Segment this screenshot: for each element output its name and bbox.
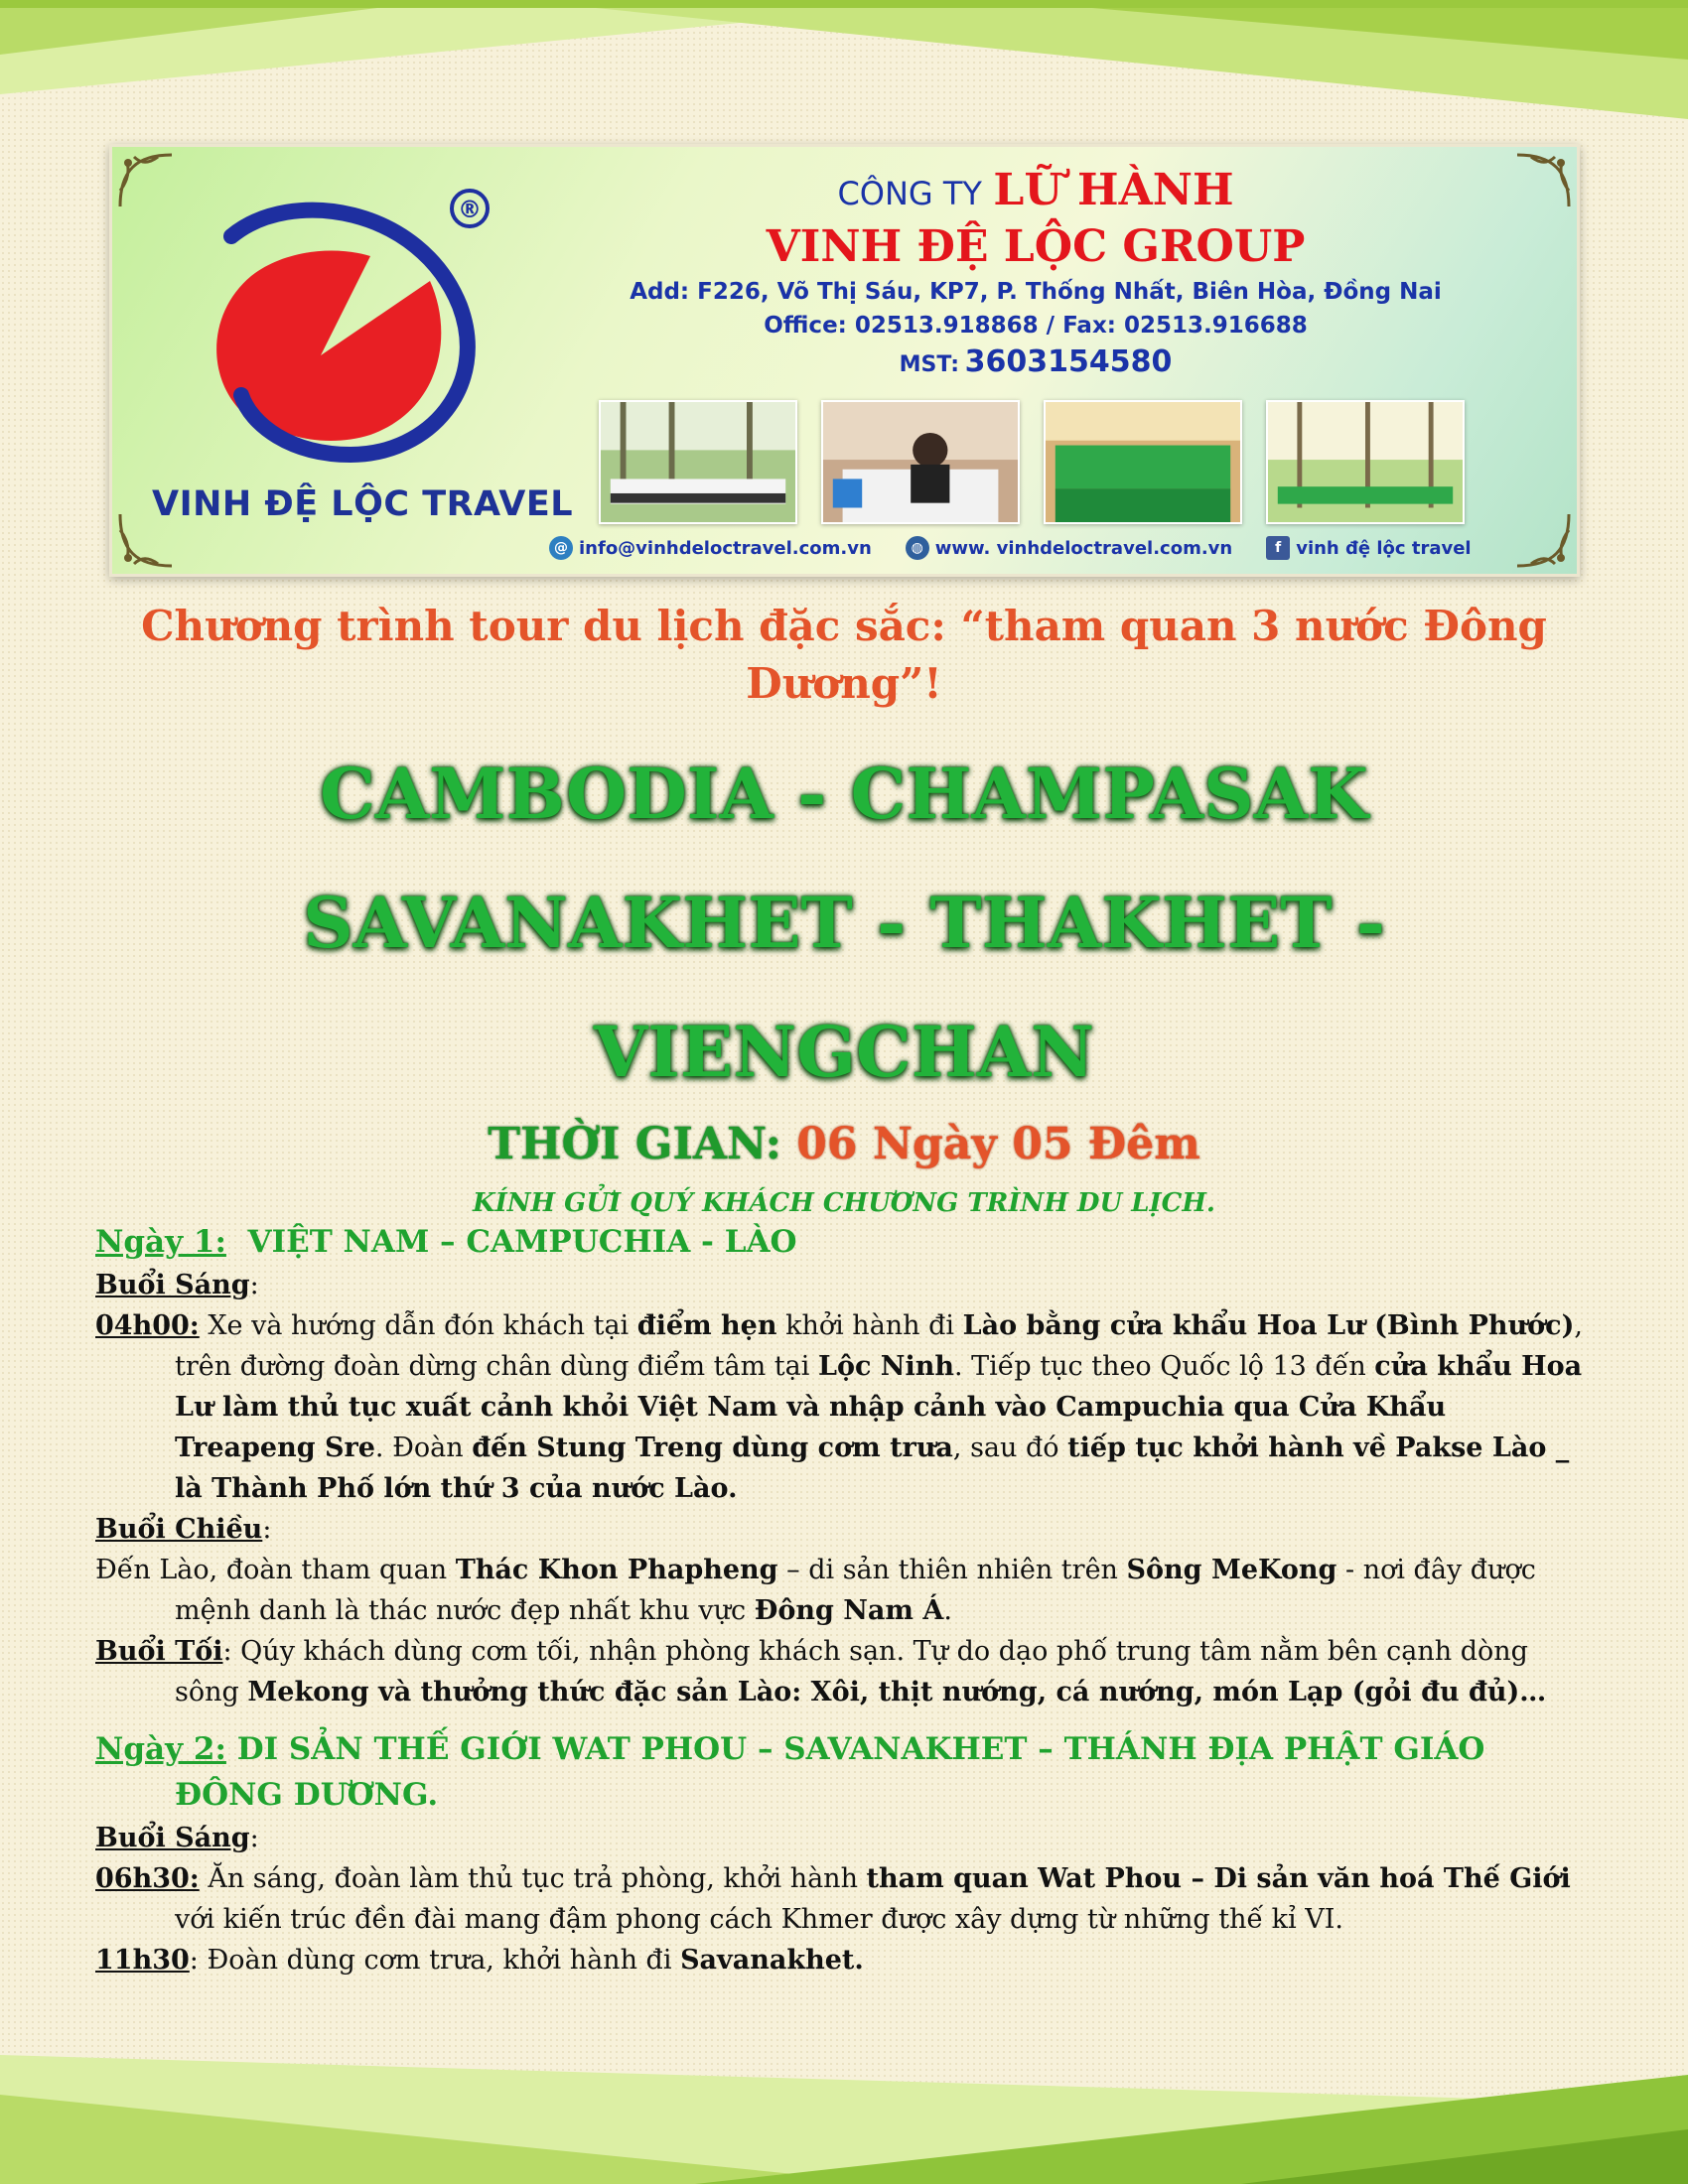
day-1-afternoon-entry: Đến Lào, đoàn tham quan Thác Khon Phapheng – di sản thiên nhiên trên Sông MeKong - nơi đây được mệnh danh là thác nước đẹp nhất khu vực Đông Nam Á. <box>95 1555 1536 1626</box>
company-type: LỮ HÀNH <box>993 165 1234 215</box>
company-name: VINH ĐỆ LỘC GROUP <box>766 221 1306 272</box>
tour-title-line-3: VIENGCHAN <box>593 1011 1095 1093</box>
company-office-phone: Office: 02513.918868 / Fax: 02513.916688 <box>764 313 1308 339</box>
day-1-morning-entry: 04h00: Xe và hướng dẫn đón khách tại điểm hẹn khởi hành đi Lào bằng cửa khẩu Hoa Lư (Bình Phước), trên đường đoàn dừng chân dùng điểm tâm tại Lộc Ninh. Tiếp tục theo Quốc lộ 13 đến cửa khẩu Hoa Lư làm thủ tục xuất cảnh khỏi Việt Nam và nhập cảnh vào Campuchia qua Cửa Khẩu Treapeng Sre. Đoàn đến Stung Treng dùng cơm trưa, sau đó tiếp tục khởi hành về Pakse Lào _ là Thành Phố lớn thứ 3 của nước Lào. <box>95 1310 1583 1504</box>
day-1-label: Ngày 1: <box>95 1224 226 1260</box>
tax-code-label: MST: <box>899 352 959 377</box>
company-tax-code <box>529 342 1542 386</box>
tour-title-line-2: SAVANAKHET - THAKHET - <box>303 882 1385 964</box>
duration-value: 06 Ngày 05 Đêm <box>796 1119 1200 1169</box>
tour-duration <box>119 1117 1569 1172</box>
day-2-label: Ngày 2: <box>95 1731 226 1767</box>
day-2-entry-1130: 11h30: Đoàn dùng cơm trưa, khởi hành đi Savanakhet. <box>95 1945 864 1976</box>
day-1-heading <box>95 1219 1593 1265</box>
tour-title <box>89 730 1599 1117</box>
facebook-name: vinh đệ lộc travel <box>1296 537 1472 559</box>
tour-title-line-1: CAMBODIA - CHAMPASAK <box>320 752 1368 835</box>
tax-code-value: 3603154580 <box>964 344 1173 379</box>
team-photo-park <box>599 400 797 524</box>
team-photo-green-shirts <box>1044 400 1242 524</box>
email-address: info@vinhdeloctravel.com.vn <box>579 537 872 559</box>
company-address: Add: F226, Võ Thị Sáu, KP7, P. Thống Nhất, Biên Hòa, Đồng Nai <box>630 279 1442 305</box>
tour-subtitle: Chương trình tour du lịch đặc sắc: “tham quan 3 nước Đông Dương”! <box>141 602 1547 708</box>
globe-icon: ◍ <box>906 536 929 560</box>
evening-label: Buổi Tối <box>95 1636 223 1667</box>
company-prefix: CÔNG TY <box>837 175 982 212</box>
day-1-morning-label: Buổi Sáng: <box>95 1270 259 1300</box>
day-1-title: VIỆT NAM – CAMPUCHIA - LÀO <box>247 1224 797 1260</box>
day-2-morning-label: Buổi Sáng: <box>95 1823 259 1853</box>
day-2-entry-0630: 06h30: Ăn sáng, đoàn làm thủ tục trả phòng, khởi hành tham quan Wat Phou – Di sản văn hoá Thế Giới với kiến trúc đền đài mang đậm phong cách Khmer được xây dựng từ những thế kỉ VI. <box>95 1863 1571 1935</box>
contact-row <box>549 536 1552 560</box>
facebook-icon: f <box>1266 536 1290 560</box>
itinerary <box>95 1219 1593 1980</box>
registered-mark: ® <box>458 196 482 223</box>
time-label: 06h30: <box>95 1863 200 1894</box>
company-info <box>529 165 1542 386</box>
greeting-line: KÍNH GỬI QUÝ KHÁCH CHƯƠNG TRÌNH DU LỊCH. <box>473 1188 1215 1218</box>
facebook-contact[interactable] <box>1266 536 1471 560</box>
day-1-afternoon-label: Buổi Chiều: <box>95 1514 272 1545</box>
email-contact[interactable] <box>549 536 872 560</box>
duration-label: THỜI GIAN: <box>488 1119 781 1169</box>
corner-ornament-icon <box>116 151 176 210</box>
brand-name: VINH ĐỆ LỘC TRAVEL <box>152 484 574 524</box>
company-banner <box>109 144 1580 577</box>
office-photo <box>821 400 1020 524</box>
team-photo-trees <box>1266 400 1465 524</box>
time-label: 11h30 <box>95 1945 190 1976</box>
website-url: www. vinhdeloctravel.com.vn <box>934 537 1233 559</box>
website-contact[interactable] <box>906 536 1232 560</box>
day-2-heading <box>95 1726 1593 1818</box>
day-2-title: DI SẢN THẾ GIỚI WAT PHOU – SAVANAKHET – THÁNH ĐỊA PHẬT GIÁO ĐÔNG DƯƠNG. <box>175 1731 1485 1813</box>
photo-strip <box>599 400 1522 524</box>
email-icon: @ <box>549 536 573 560</box>
time-label: 04h00: <box>95 1310 200 1341</box>
day-1-evening-entry: Buổi Tối: Qúy khách dùng cơm tối, nhận phòng khách sạn. Tự do dạo phố trung tâm nằm bên cạnh dòng sông Mekong và thưởng thức đặc sản Lào: Xôi, thịt nướng, cá nướng, món Lạp (gỏi đu đủ)… <box>95 1636 1547 1707</box>
bottom-decoration <box>0 2035 1688 2184</box>
company-line-1 <box>529 165 1542 219</box>
company-logo <box>172 187 509 484</box>
